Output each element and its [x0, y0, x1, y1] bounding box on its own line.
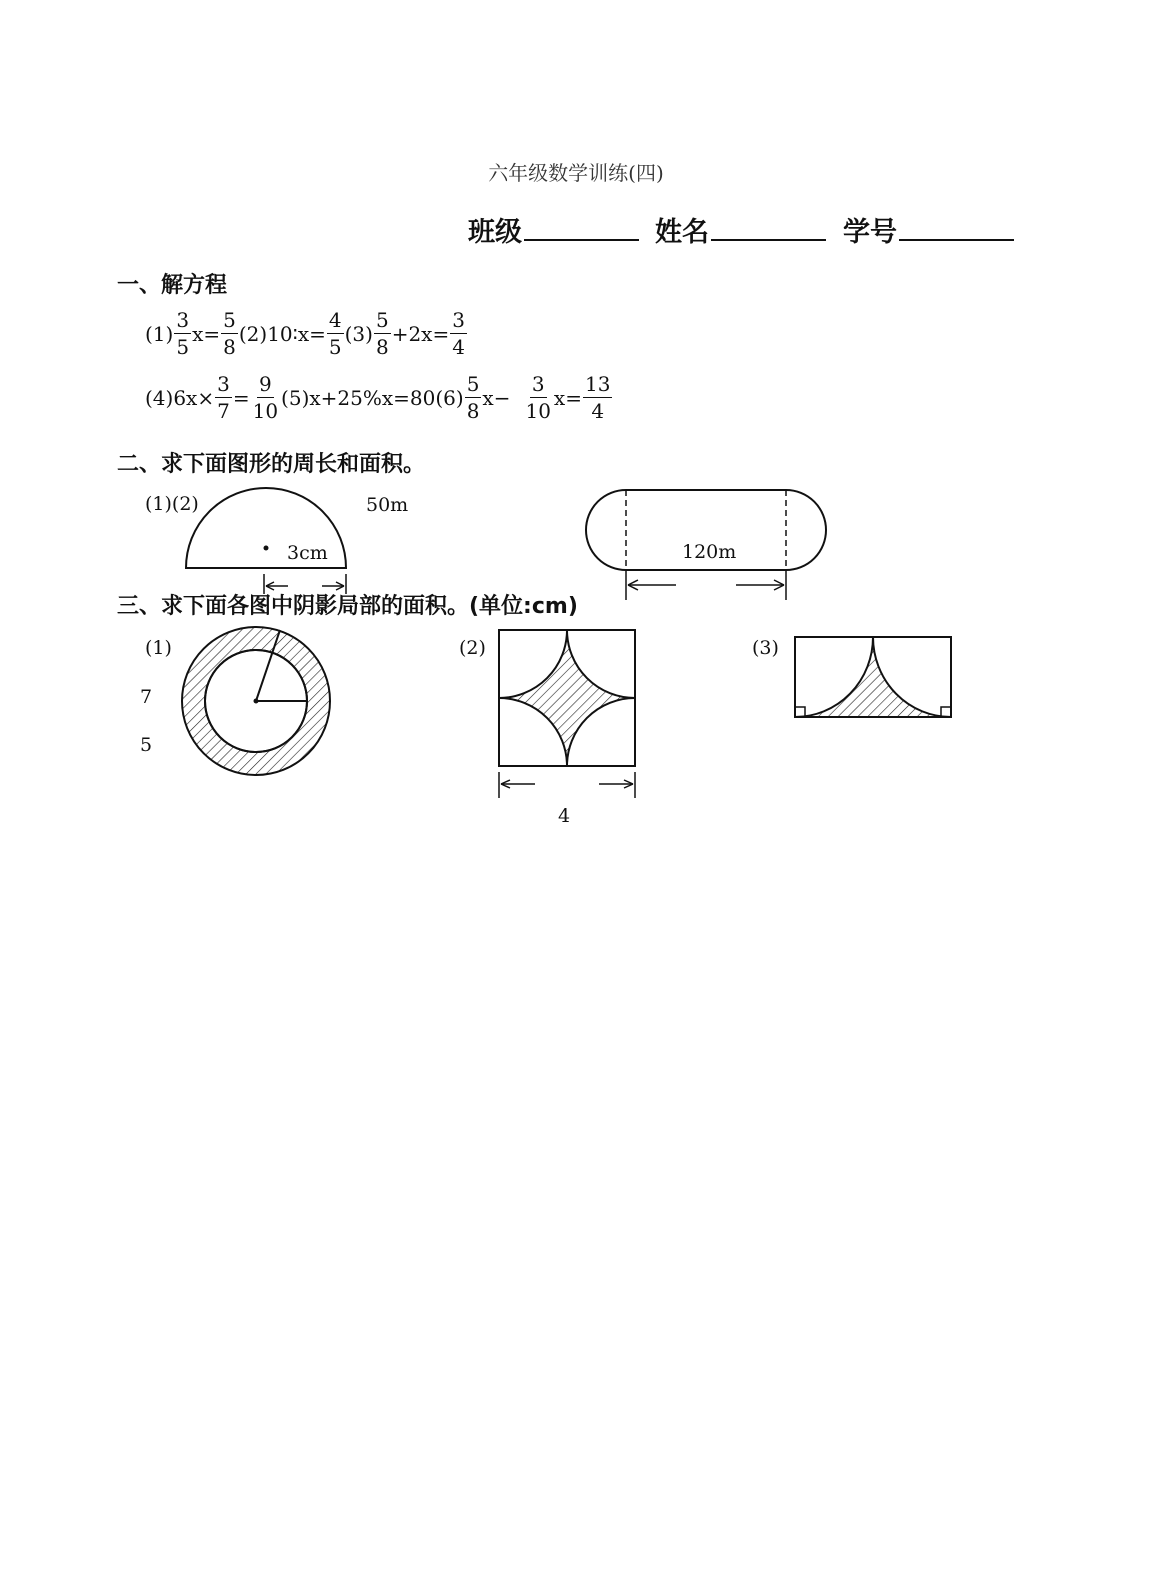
dimension-label: 7 — [140, 686, 153, 708]
number-label: 学号 — [843, 217, 897, 248]
figure-label: (3) — [752, 637, 779, 659]
figure-label: (2) — [459, 637, 486, 659]
center-dot — [264, 546, 269, 551]
section3-heading: 三、求下面各图中阴影局部的面积。(单位:cm) — [117, 594, 578, 619]
annulus-figure — [182, 627, 330, 775]
class-label: 班级 — [468, 217, 522, 248]
fraction: $\frac{13}{4}$ — [584, 372, 611, 423]
fraction: $\frac{3}{4}$ — [452, 308, 465, 359]
dimension-label: 50m — [366, 494, 409, 516]
fraction: $\frac{5}{8}$ — [223, 308, 236, 359]
eq-text: x= — [553, 385, 582, 410]
fraction: $\frac{3}{5}$ — [176, 308, 190, 359]
dimension-label: 4 — [558, 805, 571, 827]
eq-text: x− — [482, 385, 511, 410]
dimension-label: 120m — [682, 541, 737, 563]
fraction: $\frac{3}{10}$ — [525, 372, 551, 423]
fraction: $\frac{5}{8}$ — [375, 308, 389, 359]
fraction: $\frac{3}{7}$ — [217, 372, 230, 423]
dimension-label: 5 — [140, 734, 153, 756]
semicircle-figure — [186, 488, 346, 594]
eq-text: (5)x+25%x=80(6) — [281, 385, 464, 410]
figure-label: (1) — [145, 637, 172, 659]
eq-text: = — [232, 385, 250, 410]
square-arcs-figure — [499, 630, 635, 798]
right-angle-mark — [795, 707, 805, 717]
figure-label: (1)(2) — [145, 493, 199, 515]
fraction: $\frac{9}{10}$ — [252, 372, 279, 423]
section2-heading: 二、求下面图形的周长和面积。 — [117, 452, 426, 477]
eq-text: +2x= — [391, 321, 450, 346]
eq-text: (4)6x× — [145, 385, 215, 410]
page-title: 六年级数学训练(四) — [488, 161, 664, 185]
eq-text: x= — [192, 321, 221, 346]
dimension-label: 3cm — [287, 542, 328, 564]
section1-heading: 一、解方程 — [117, 273, 228, 298]
fraction: $\frac{4}{5}$ — [328, 308, 342, 359]
fraction: $\frac{5}{8}$ — [466, 372, 480, 423]
eq-text: (1) — [145, 321, 174, 346]
rectangle-arcs-figure — [795, 637, 951, 717]
eq-text: (3) — [344, 321, 373, 346]
name-label: 姓名 — [655, 217, 709, 248]
eq-text: (2)10∶x= — [238, 321, 326, 346]
right-angle-mark — [941, 707, 951, 717]
